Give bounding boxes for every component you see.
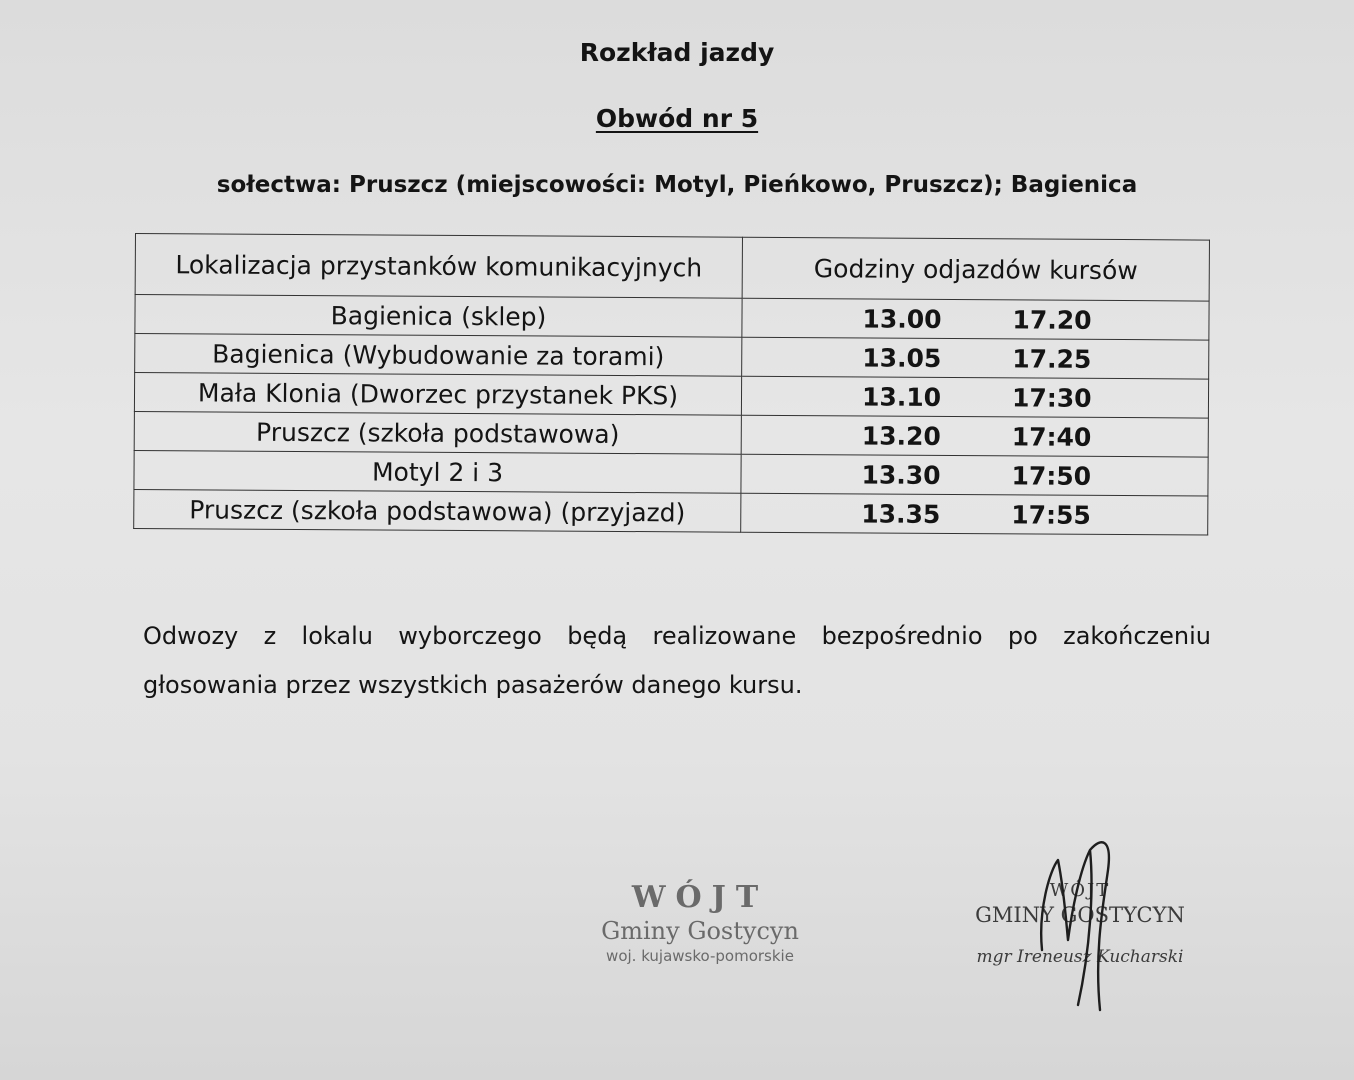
table-row [135, 295, 1209, 341]
departure-times [741, 454, 1208, 496]
table-header-row [135, 234, 1209, 302]
stamp-municipality: GMINY GOSTYCYN [975, 903, 1185, 927]
schedule-table [133, 233, 1210, 536]
departure-times [741, 415, 1208, 457]
table-row [134, 450, 1208, 496]
table-row [134, 411, 1208, 457]
official-stamp-faded [580, 880, 820, 965]
departure-time-2: 17:50 [1011, 460, 1092, 491]
departure-time-1: 13.35 [861, 498, 941, 529]
departure-time-1: 13.20 [861, 420, 941, 451]
header-location: Lokalizacja przystanków komunikacyjnych [135, 234, 742, 299]
departure-times [742, 337, 1209, 379]
table-row [134, 489, 1208, 535]
stamp-title: WÓJT [631, 880, 769, 915]
departure-time-2: 17:40 [1011, 421, 1092, 452]
stop-name: Motyl 2 i 3 [134, 450, 741, 493]
departure-times [741, 493, 1208, 535]
departure-time-2: 17.25 [1012, 343, 1092, 374]
stop-name: Pruszcz (szkoła podstawowa) (przyjazd) [134, 489, 741, 532]
stamp-municipality: Gminy Gostycyn [601, 917, 799, 945]
departure-time-1: 13.30 [861, 459, 941, 490]
stop-name: Bagienica (Wybudowanie za torami) [135, 334, 742, 377]
table-row [135, 334, 1209, 380]
document-title: Rozkład jazdy [579, 38, 775, 67]
stop-name: Bagienica (sklep) [135, 295, 742, 338]
departure-times [742, 298, 1209, 340]
departure-times [741, 376, 1208, 418]
stamp-title: WÓJT [1049, 880, 1111, 901]
departure-time-1: 13.00 [862, 303, 942, 334]
stop-name: Mała Klonia (Dworzec przystanek PKS) [134, 373, 741, 416]
departure-time-1: 13.05 [862, 342, 942, 373]
table-row [134, 373, 1208, 419]
header-times: Godziny odjazdów kursów [742, 237, 1209, 301]
departure-time-2: 17.20 [1012, 304, 1092, 335]
departure-time-2: 17:30 [1011, 382, 1092, 413]
district-heading [0, 104, 1354, 133]
return-note: Odwozy z lokalu wyborczego będą realizowane bezpośrednio po zakończeniu głosowania przez wszystkich pasażerów danego kursu. [143, 622, 1211, 699]
district-label: Obwód nr 5 [595, 104, 759, 133]
handwritten-signature [1020, 830, 1160, 1015]
stop-name: Pruszcz (szkoła podstawowa) [134, 411, 741, 454]
villages-line: sołectwa: Pruszcz (miejscowości: Motyl, Pieńkowo, Pruszcz); Bagienica [216, 172, 1138, 198]
stamp-signatory: mgr Ireneusz Kucharski [976, 947, 1184, 967]
departure-time-2: 17:55 [1011, 499, 1091, 530]
departure-time-1: 13.10 [861, 381, 942, 412]
stamp-voivodeship: woj. kujawsko-pomorskie [606, 947, 794, 965]
